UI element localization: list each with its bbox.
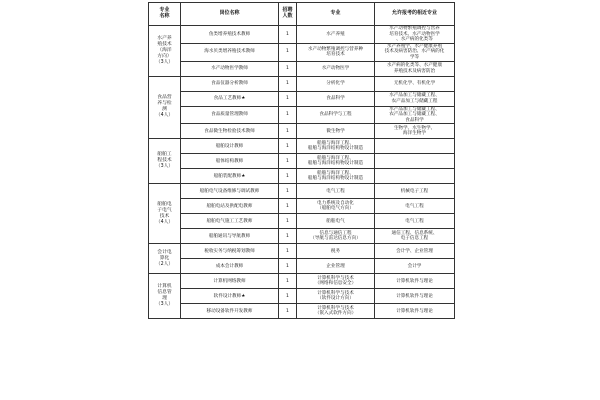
table-row (149, 229, 455, 244)
position-name-cell: 船舶电气设备维修与调试教师 (181, 184, 279, 199)
allowed-majors-cell: 生物学、水生物学、 海洋生物学 (375, 124, 455, 139)
recruitment-table-document (148, 2, 454, 398)
position-name-cell: 成本会计教师 (181, 259, 279, 274)
allowed-majors-cell: 水产病的化类等、水产健康 养殖技术及病害防治 (375, 61, 455, 76)
headcount-cell: 1 (279, 76, 297, 91)
table-row (149, 91, 455, 106)
allowed-majors-cell: 电气工程 (375, 214, 455, 229)
headcount-cell: 1 (279, 26, 297, 44)
allowed-majors-cell: 电气工程 (375, 199, 455, 214)
major-group-name: 船舶电 子电气 技术 （4人） (149, 184, 181, 244)
major-group-name: 船舶工 程技术 （3人） (149, 139, 181, 184)
allowed-majors-cell: 会计学、企业管理 (375, 244, 455, 259)
table-row (149, 244, 455, 259)
headcount-cell: 1 (279, 244, 297, 259)
table-row (149, 259, 455, 274)
allowed-majors-cell: 通信工程、信息系统、 电子信息工程 (375, 229, 455, 244)
allowed-majors-cell: 水产品加工与储藏工程、 农产品加工与储藏工程、 食品科学 (375, 106, 455, 124)
table-row (149, 289, 455, 304)
table-body (149, 26, 455, 319)
allowed-majors-cell: 无机化学、有机化学 (375, 76, 455, 91)
position-name-cell: 船舶电站及供配电教师 (181, 199, 279, 214)
headcount-cell: 1 (279, 139, 297, 154)
table-row (149, 139, 455, 154)
position-name-cell: 移动设备软件开发教师 (181, 304, 279, 319)
position-name-cell: 船舶设计教师 (181, 139, 279, 154)
headcount-cell: 1 (279, 289, 297, 304)
headcount-cell: 1 (279, 43, 297, 61)
specialty-cell: 信息与通信工程 （导航与雷达信息方向） (297, 229, 375, 244)
allowed-majors-cell: 水产品加工与储藏工程、 农产品加工与储藏工程 (375, 91, 455, 106)
specialty-cell: 船舶电气 (297, 214, 375, 229)
headcount-cell: 1 (279, 229, 297, 244)
specialty-cell: 船舶与海洋工程、 船舶与海洋结构物设计制造 (297, 139, 375, 154)
table-row (149, 274, 455, 289)
table-row (149, 61, 455, 76)
headcount-cell: 1 (279, 106, 297, 124)
position-name-cell: 船舶装配教师★ (181, 169, 279, 184)
recruitment-table (148, 2, 455, 319)
specialty-cell: 食品科学与工程 (297, 106, 375, 124)
specialty-cell: 电气工程 (297, 184, 375, 199)
position-name-cell: 船舶通讯与导航教师 (181, 229, 279, 244)
header-major: 专业 名称 (149, 3, 181, 26)
table-row (149, 154, 455, 169)
allowed-majors-cell: 计算机软件与理论 (375, 274, 455, 289)
specialty-cell: 食品科学 (297, 91, 375, 106)
specialty-cell: 船舶与海洋工程、 船舶与海洋结构物设计制造 (297, 169, 375, 184)
table-row (149, 214, 455, 229)
headcount-cell: 1 (279, 124, 297, 139)
major-group-name: 会计电 算化 （2人） (149, 244, 181, 274)
table-row (149, 76, 455, 91)
position-name-cell: 船体结构教师 (181, 154, 279, 169)
header-position: 岗位名称 (181, 3, 279, 26)
table-row (149, 43, 455, 61)
headcount-cell: 1 (279, 154, 297, 169)
major-group-name: 食品营 养与检 测 （4人） (149, 76, 181, 139)
specialty-cell: 计算机科学与技术 （网络和信息安全） (297, 274, 375, 289)
position-name-cell: 食品微生物检验技术教师 (181, 124, 279, 139)
specialty-cell: 水产动物繁殖调控与营养种 培育技术 (297, 43, 375, 61)
position-name-cell: 软件设计教师★ (181, 289, 279, 304)
specialty-cell: 企业管理 (297, 259, 375, 274)
table-header-row (149, 3, 455, 26)
table-row (149, 124, 455, 139)
headcount-cell: 1 (279, 184, 297, 199)
headcount-cell: 1 (279, 259, 297, 274)
position-name-cell: 税收实务与纳税筹划教师 (181, 244, 279, 259)
allowed-majors-cell: 计算机软件与理论 (375, 304, 455, 319)
specialty-cell: 税务 (297, 244, 375, 259)
table-row (149, 304, 455, 319)
specialty-cell: 水产养殖 (297, 26, 375, 44)
specialty-cell: 计算机科学与技术 （软件设计方向） (297, 289, 375, 304)
header-specialty: 专业 (297, 3, 375, 26)
specialty-cell: 船舶与海洋工程、 船舶与海洋结构物设计制造 (297, 154, 375, 169)
specialty-cell: 计算机科学与技术 （嵌入式软件方向） (297, 304, 375, 319)
allowed-majors-cell: 会计学 (375, 259, 455, 274)
allowed-majors-cell (375, 154, 455, 169)
header-allowed-majors: 允许报考的相近专业 (375, 3, 455, 26)
major-group-name: 计算机 信息管 理 （3人） (149, 274, 181, 319)
allowed-majors-cell: 计算机软件与理论 (375, 289, 455, 304)
major-group-name: 水产养 殖技术 （海洋 方向） （3人） (149, 26, 181, 77)
allowed-majors-cell: 水产动物繁殖调控与营养 培育技术、水产动物医学 、水产病的化类等 (375, 26, 455, 44)
position-name-cell: 计算机网络教师 (181, 274, 279, 289)
position-name-cell: 食品仪器分析教师 (181, 76, 279, 91)
header-count: 招聘 人数 (279, 3, 297, 26)
allowed-majors-cell: 水产养殖学、水产健康养殖 技术及病害防治、水产病的化 学等 (375, 43, 455, 61)
headcount-cell: 1 (279, 61, 297, 76)
headcount-cell: 1 (279, 304, 297, 319)
headcount-cell: 1 (279, 214, 297, 229)
allowed-majors-cell (375, 169, 455, 184)
table-row (149, 26, 455, 44)
headcount-cell: 1 (279, 274, 297, 289)
specialty-cell: 微生物学 (297, 124, 375, 139)
table-row (149, 169, 455, 184)
headcount-cell: 1 (279, 169, 297, 184)
specialty-cell: 水产动物医学 (297, 61, 375, 76)
table-row (149, 184, 455, 199)
table-row (149, 199, 455, 214)
position-name-cell: 食品质量管理教师 (181, 106, 279, 124)
allowed-majors-cell (375, 139, 455, 154)
position-name-cell: 海水贝类增养殖技术教师 (181, 43, 279, 61)
position-name-cell: 船舶电气施工工艺教师 (181, 214, 279, 229)
table-row (149, 106, 455, 124)
specialty-cell: 电力系统及自动化 （船舶电气方向） (297, 199, 375, 214)
specialty-cell: 分析化学 (297, 76, 375, 91)
allowed-majors-cell: 机械电子工程 (375, 184, 455, 199)
headcount-cell: 1 (279, 91, 297, 106)
headcount-cell: 1 (279, 199, 297, 214)
position-name-cell: 鱼类增养殖技术教师 (181, 26, 279, 44)
position-name-cell: 水产动物医学教师 (181, 61, 279, 76)
position-name-cell: 食品工艺教师★ (181, 91, 279, 106)
